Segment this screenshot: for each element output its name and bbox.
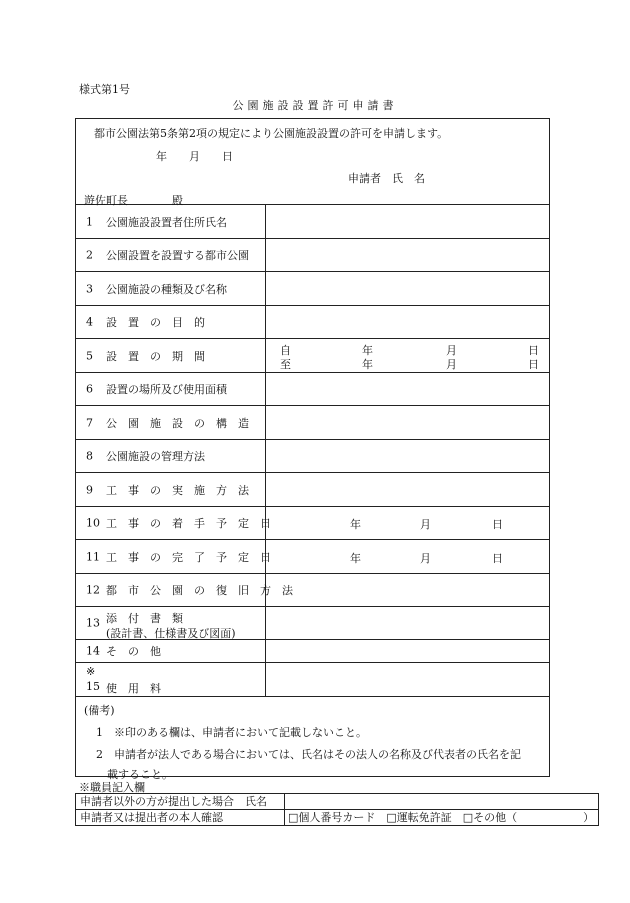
month-label: 月: [446, 358, 457, 371]
application-statement: 都市公園法第5条第2項の規定により公園施設設置の許可を申請します。: [94, 127, 449, 140]
row-number: 3: [86, 282, 93, 295]
row-number: 9: [86, 483, 93, 496]
row-structure: [76, 406, 549, 440]
month-label: 月: [420, 551, 431, 565]
row-label: 公園施設の種類及び名称: [106, 282, 227, 296]
row-restoration: [76, 574, 549, 607]
applicant-name-label: 申請者 氏 名: [348, 172, 425, 185]
row-number: 6: [86, 382, 93, 396]
row-label: そ の 他: [106, 645, 161, 658]
day-label: 日: [528, 358, 539, 371]
row-label: 使 用 料: [106, 682, 161, 695]
application-date: 年 月 日: [156, 150, 233, 163]
attachments-field[interactable]: [266, 607, 549, 639]
row-label: 公園施設設置者住所氏名: [106, 215, 227, 229]
row-location-area: [76, 373, 549, 406]
row-number: 10: [86, 516, 100, 530]
construction-method-field[interactable]: [266, 473, 549, 506]
row-usage-fee: [76, 663, 549, 697]
staff-table: [75, 793, 599, 826]
row-other: [76, 640, 549, 663]
row-label: 添 付 書 類: [106, 612, 183, 625]
row-number: 14: [86, 644, 100, 658]
row-applicant-address: [76, 205, 549, 239]
staff-row-submitter: [76, 794, 598, 809]
row-sublabel: (設計書、仕様書及び図面): [106, 627, 236, 640]
staff-row-identity: [76, 809, 598, 825]
note-2-continued: 載すること。: [96, 768, 173, 781]
row-period: [76, 339, 549, 373]
row-number: 12: [86, 583, 100, 597]
note-2: 2 申請者が法人である場合においては、氏名はその法人の名称及び代表者の氏名を記: [96, 748, 521, 761]
month-label: 月: [446, 344, 457, 357]
management-field[interactable]: [266, 440, 549, 472]
staff-section-heading: ※職員記入欄: [79, 781, 145, 794]
row-target-park: [76, 239, 549, 272]
usage-fee-field[interactable]: [266, 663, 549, 696]
row-label: 設 置 の 目 的: [106, 316, 205, 329]
day-label: 日: [492, 518, 503, 531]
target-park-field[interactable]: [266, 239, 549, 271]
start-date-field[interactable]: [266, 507, 549, 539]
row-label: 公 園 施 設 の 構 造: [106, 416, 249, 430]
structure-field[interactable]: [266, 406, 549, 439]
row-number: 5: [86, 349, 93, 362]
location-area-field[interactable]: [266, 373, 549, 405]
note-1: 1 ※印のある欄は、申請者において記載しないこと。: [96, 726, 367, 739]
addressee: 遊佐町長 殿: [84, 194, 183, 207]
row-label: 設置の場所及び使用面積: [106, 383, 227, 396]
row-label: 工 事 の 完 了 予 定 日: [106, 550, 271, 564]
page-title: 公園施設設置許可申請書: [232, 99, 398, 112]
from-label: 自: [280, 344, 291, 357]
to-label: 至: [280, 358, 291, 371]
year-label: 年: [350, 518, 361, 531]
submitter-name-field[interactable]: [288, 794, 588, 809]
applicant-address-field[interactable]: [266, 205, 549, 238]
day-label: 日: [492, 551, 503, 565]
identity-label: 申請者又は提出者の本人確認: [76, 810, 285, 825]
completion-date-field[interactable]: [266, 540, 549, 573]
row-number: 8: [86, 449, 93, 463]
other-field[interactable]: [266, 640, 549, 662]
application-form: [75, 118, 550, 781]
row-number: 7: [86, 416, 93, 429]
row-attachments: [76, 607, 549, 640]
row-start-date: [76, 507, 549, 540]
intro-section: [76, 119, 549, 205]
row-number: 15: [86, 680, 100, 693]
row-label: 公園設置を設置する都市公園: [106, 249, 249, 262]
row-number: 1: [86, 215, 93, 228]
submitter-label: 申請者以外の方が提出した場合 氏名: [76, 794, 285, 809]
row-label: 公園施設の管理方法: [106, 450, 205, 463]
row-label: 都 市 公 園 の 復 旧 方 法: [106, 584, 293, 597]
row-label: 設 置 の 期 間: [106, 349, 205, 363]
month-label: 月: [420, 518, 431, 531]
identity-checkboxes[interactable]: □個人番号カード □運転免許証 □その他（ ）: [288, 811, 595, 824]
row-number: 11: [86, 550, 100, 563]
row-facility-type: [76, 272, 549, 306]
row-purpose: [76, 306, 549, 339]
row-completion-date: [76, 540, 549, 574]
row-label: 工 事 の 着 手 予 定 日: [106, 517, 271, 530]
restoration-field[interactable]: [266, 574, 549, 606]
form-number: 様式第1号: [79, 83, 130, 96]
year-label: 年: [362, 358, 373, 371]
row-construction-method: [76, 473, 549, 507]
staff-only-mark: ※: [86, 665, 96, 678]
row-label: 工 事 の 実 施 方 法: [106, 483, 249, 497]
purpose-field[interactable]: [266, 306, 549, 338]
row-management: [76, 440, 549, 473]
row-number: 2: [86, 248, 93, 262]
day-label: 日: [528, 344, 539, 357]
period-field[interactable]: [266, 339, 549, 372]
row-number: 13: [86, 616, 100, 630]
facility-type-field[interactable]: [266, 272, 549, 305]
notes-heading: (備考): [84, 704, 115, 717]
row-number: 4: [86, 315, 93, 329]
year-label: 年: [350, 551, 361, 565]
year-label: 年: [362, 344, 373, 357]
